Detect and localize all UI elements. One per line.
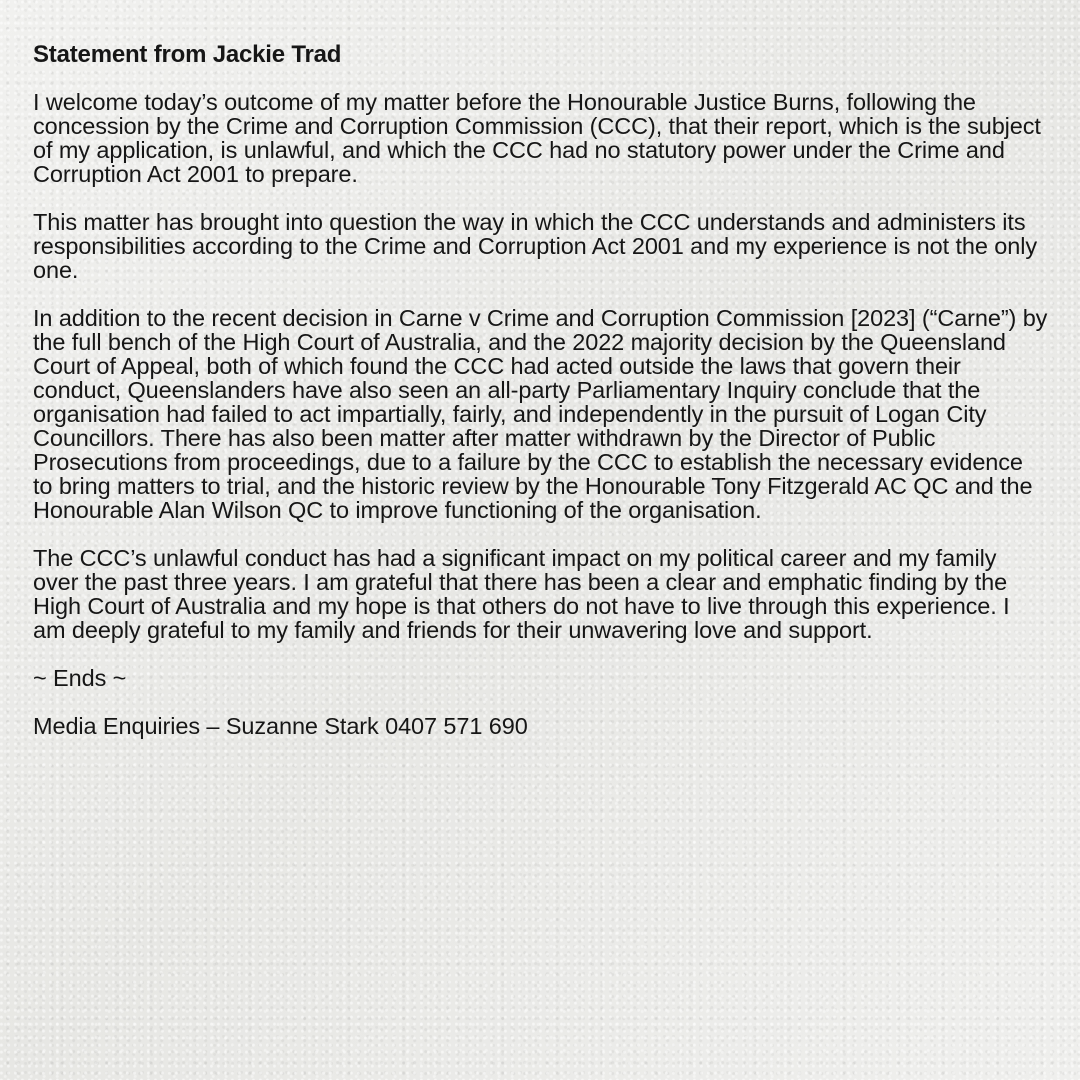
- statement-document: [33, 40, 1048, 738]
- paragraph-carne-decision: In addition to the recent decision in Carne v Crime and Corruption Commission [2023] (“Carne”) by the full bench of the High Court of Australia, and the 2022 majority decision by the Queensland Court of Appeal, both of which found the CCC had acted outside the laws that govern their conduct, Queenslanders have also seen an all-party Parliamentary Inquiry conclude that the organisation had failed to act impartially, fairly, and independently in the pursuit of Logan City Councillors. There has also been matter after matter withdrawn by the Director of Public Prosecutions from proceedings, due to a failure by the CCC to establish the necessary evidence to bring matters to trial, and the historic review by the Honourable Tony Fitzgerald AC QC and the Honourable Alan Wilson QC to improve functioning of the organisation.: [33, 305, 1048, 523]
- paragraph-impact: The CCC’s unlawful conduct has had a significant impact on my political career and my family over the past three years. I am grateful that there has been a clear and emphatic finding by the High Court of Australia and my hope is that others do not have to live through this experience. I am deeply grateful to my family and friends for their unwavering love and support.: [33, 545, 1010, 643]
- paragraph-ccc-responsibilities: This matter has brought into question the way in which the CCC understands and administers its responsibilities according to the Crime and Corruption Act 2001 and my experience is not the only one.: [33, 209, 1037, 283]
- statement-title: Statement from Jackie Trad: [33, 41, 342, 68]
- paragraph-outcome: I welcome today’s outcome of my matter before the Honourable Justice Burns, following the concession by the Crime and Corruption Commission (CCC), that their report, which is the subject of my application, is unlawful, and which the CCC had no statutory power under the Crime and Corruption Act 2001 to prepare.: [33, 89, 1041, 187]
- media-enquiries: Media Enquiries – Suzanne Stark 0407 571 690: [33, 713, 528, 739]
- ends-marker: ~ Ends ~: [33, 665, 127, 691]
